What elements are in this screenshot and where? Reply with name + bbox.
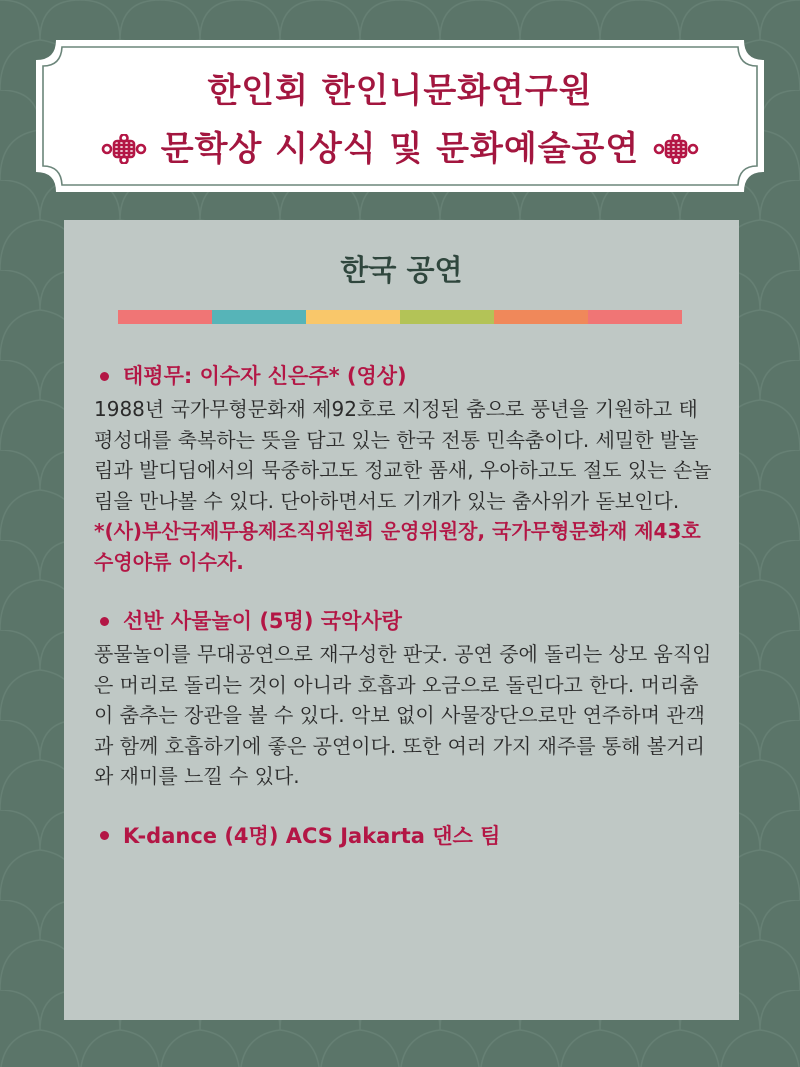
endless-knot-icon (653, 134, 699, 164)
item-description: 1988년 국가무형문화재 제92호로 지정된 춤으로 풍년을 기원하고 태평성대를 축복하는 뜻을 담고 있는 한국 전통 민속춤이다. 세밀한 발놀림과 발디딤에서의 묵중하고도 정교한 품새, 우아하고도 절도 있는 손놀림을 만나볼 수 있다. 단아하면서도 기개가 있는 춤사위가 돋보인다. (94, 397, 712, 513)
title-banner (36, 40, 764, 192)
stripe-segment (494, 310, 588, 324)
stripe-segment (588, 310, 682, 324)
banner-title-line2: 문학상 시상식 및 문화예술공연 (160, 129, 640, 169)
performance-list (94, 360, 714, 852)
stripe-segment (400, 310, 494, 324)
bullet-icon (100, 831, 109, 840)
bullet-icon (100, 372, 109, 381)
stripe-segment (212, 310, 306, 324)
endless-knot-icon (101, 134, 147, 164)
item-description: 풍물놀이를 무대공연으로 재구성한 판굿. 공연 중에 돌리는 상모 움직임은 머리로 돌리는 것이 아니라 호흡과 오금으로 돌린다고 한다. 머리춤이 춤추는 장관을 볼 수 있다. 악보 없이 사물장단으로만 연주하며 관객과 함께 호흡하기에 좋은 공연이다. 또한 여러 가지 재주를 통해 볼거리와 재미를 느낄 수 있다. (94, 642, 712, 788)
content-panel (64, 220, 739, 1020)
item-title: 태평무: 이수자 신은주* (영상) (123, 364, 407, 388)
section-title: 한국 공연 (340, 253, 463, 287)
item-note: *(사)부산국제무용제조직위원회 운영위원장, 국가무형문화재 제43호 수영야류 이수자. (94, 519, 701, 574)
color-stripe-bar (118, 310, 682, 324)
list-item (94, 360, 714, 577)
item-title: 선반 사물놀이 (5명) 국악사랑 (123, 609, 402, 633)
list-item (94, 605, 714, 792)
stripe-segment (118, 310, 212, 324)
bullet-icon (100, 617, 109, 626)
list-item (94, 820, 714, 852)
banner-title-line1: 한인회 한인니문화연구원 (207, 71, 593, 111)
stripe-segment (306, 310, 400, 324)
item-title: K-dance (4명) ACS Jakarta 댄스 팀 (123, 823, 501, 848)
